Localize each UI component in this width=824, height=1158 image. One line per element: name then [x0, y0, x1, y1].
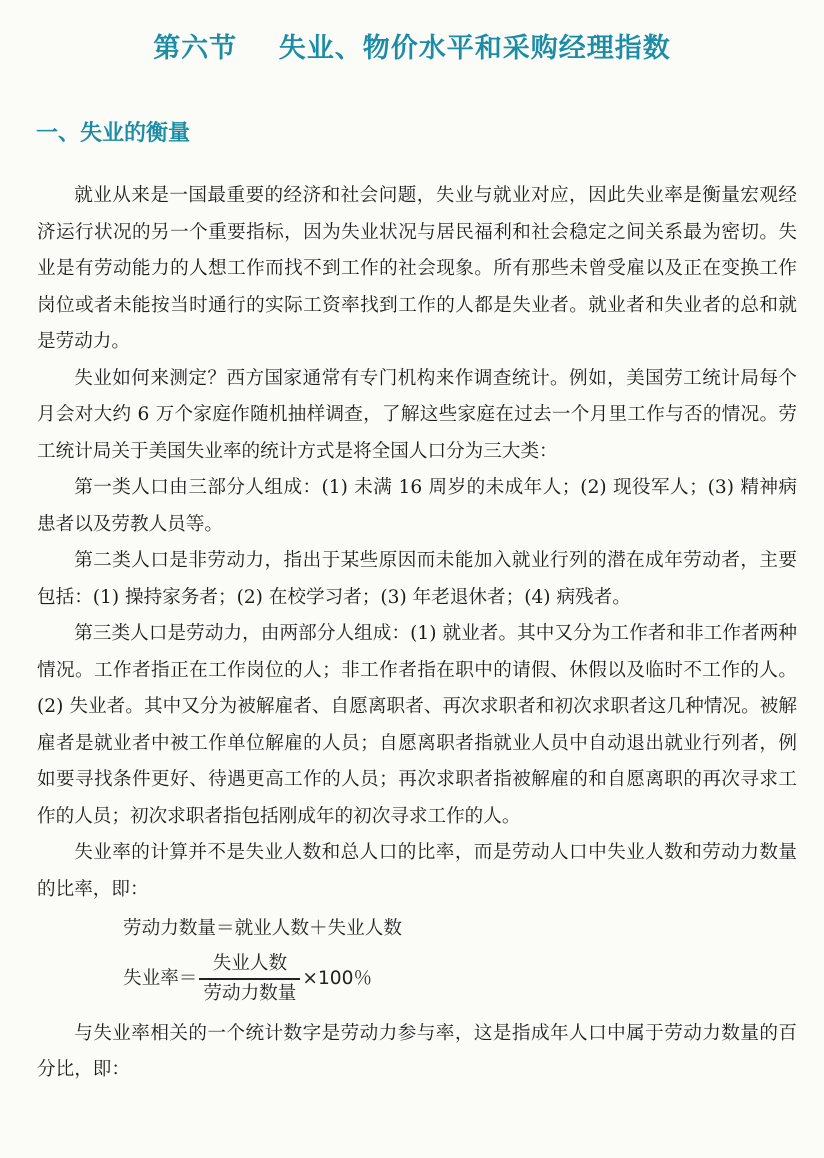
fraction-denominator: 劳动力数量	[203, 982, 297, 1004]
paragraph-category-two: 第二类人口是非劳动力，指出于某些原因而未能加入就业行列的潜在成年劳动者，主要包括：(1) 操持家务者；(2) 在校学习者；(3) 年老退休者；(4) 病残者。	[37, 550, 797, 608]
paragraph-category-one: 第一类人口由三部分人组成：(1) 未满 16 周岁的未成年人；(2) 现役军人；(3) 精神病患者以及劳教人员等。	[37, 477, 797, 535]
section-title: 第六节 失业、物价水平和采购经理指数	[153, 33, 671, 64]
paragraph-category-three: 第三类人口是劳动力，由两部分人组成：(1) 就业者。其中又分为工作者和非工作者两种情况。工作者指正在工作岗位的人；非工作者指在职中的请假、休假以及临时不工作的人。(2) 失业者。其中又分为被解雇者、自愿离职者、再次求职者和初次求职者这几种情况。被解雇者是就业者中被工作单位解雇的人员；自愿离职者指就业人员中自动退出就业行列者，例如要寻找条件更好、待遇更高工作的人员；再次求职者指被解雇的和自愿离职的再次寻求工作的人员；初次求职者指包括刚成年的初次寻求工作的人。	[37, 623, 797, 827]
formula-lhs: 失业率＝	[123, 967, 198, 989]
subsection-title: 一、失业的衡量	[36, 121, 191, 146]
paragraph-rate-definition: 失业率的计算并不是失业人数和总人口的比率，而是劳动人口中失业人数和劳动力数量的比率，即：	[37, 842, 797, 900]
fraction-numerator: 失业人数	[212, 953, 288, 974]
formula-unemployment-rate	[37, 952, 797, 1006]
paragraph-measurement: 失业如何来测定？西方国家通常有专门机构来作调查统计。例如，美国劳工统计局每个月会对大约 6 万个家庭作随机抽样调查，了解这些家庭在过去一个月里工作与否的情况。劳工统计局关于美国失业率的统计方式是将全国人口分为三大类：	[37, 367, 797, 462]
paragraph-participation-rate: 与失业率相关的一个统计数字是劳动力参与率，这是指成年人口中属于劳动力数量的百分比，即：	[37, 1022, 797, 1080]
formula-labor-force: 劳动力数量＝就业人数＋失业人数	[123, 918, 402, 939]
body-text	[37, 178, 797, 1089]
paragraph-unemployment-definition: 就业从来是一国最重要的经济和社会问题，失业与就业对应，因此失业率是衡量宏观经济运行状况的另一个重要指标，因为失业状况与居民福利和社会稳定之间关系最为密切。失业是有劳动能力的人想工作而找不到工作的社会现象。所有那些未曾受雇以及正在变换工作岗位或者未能按当时通行的实际工资率找到工作的人都是失业者。就业者和失业者的总和就是劳动力。	[37, 185, 797, 352]
formula-multiplier: ×100％	[302, 967, 373, 989]
fraction	[199, 952, 300, 1006]
